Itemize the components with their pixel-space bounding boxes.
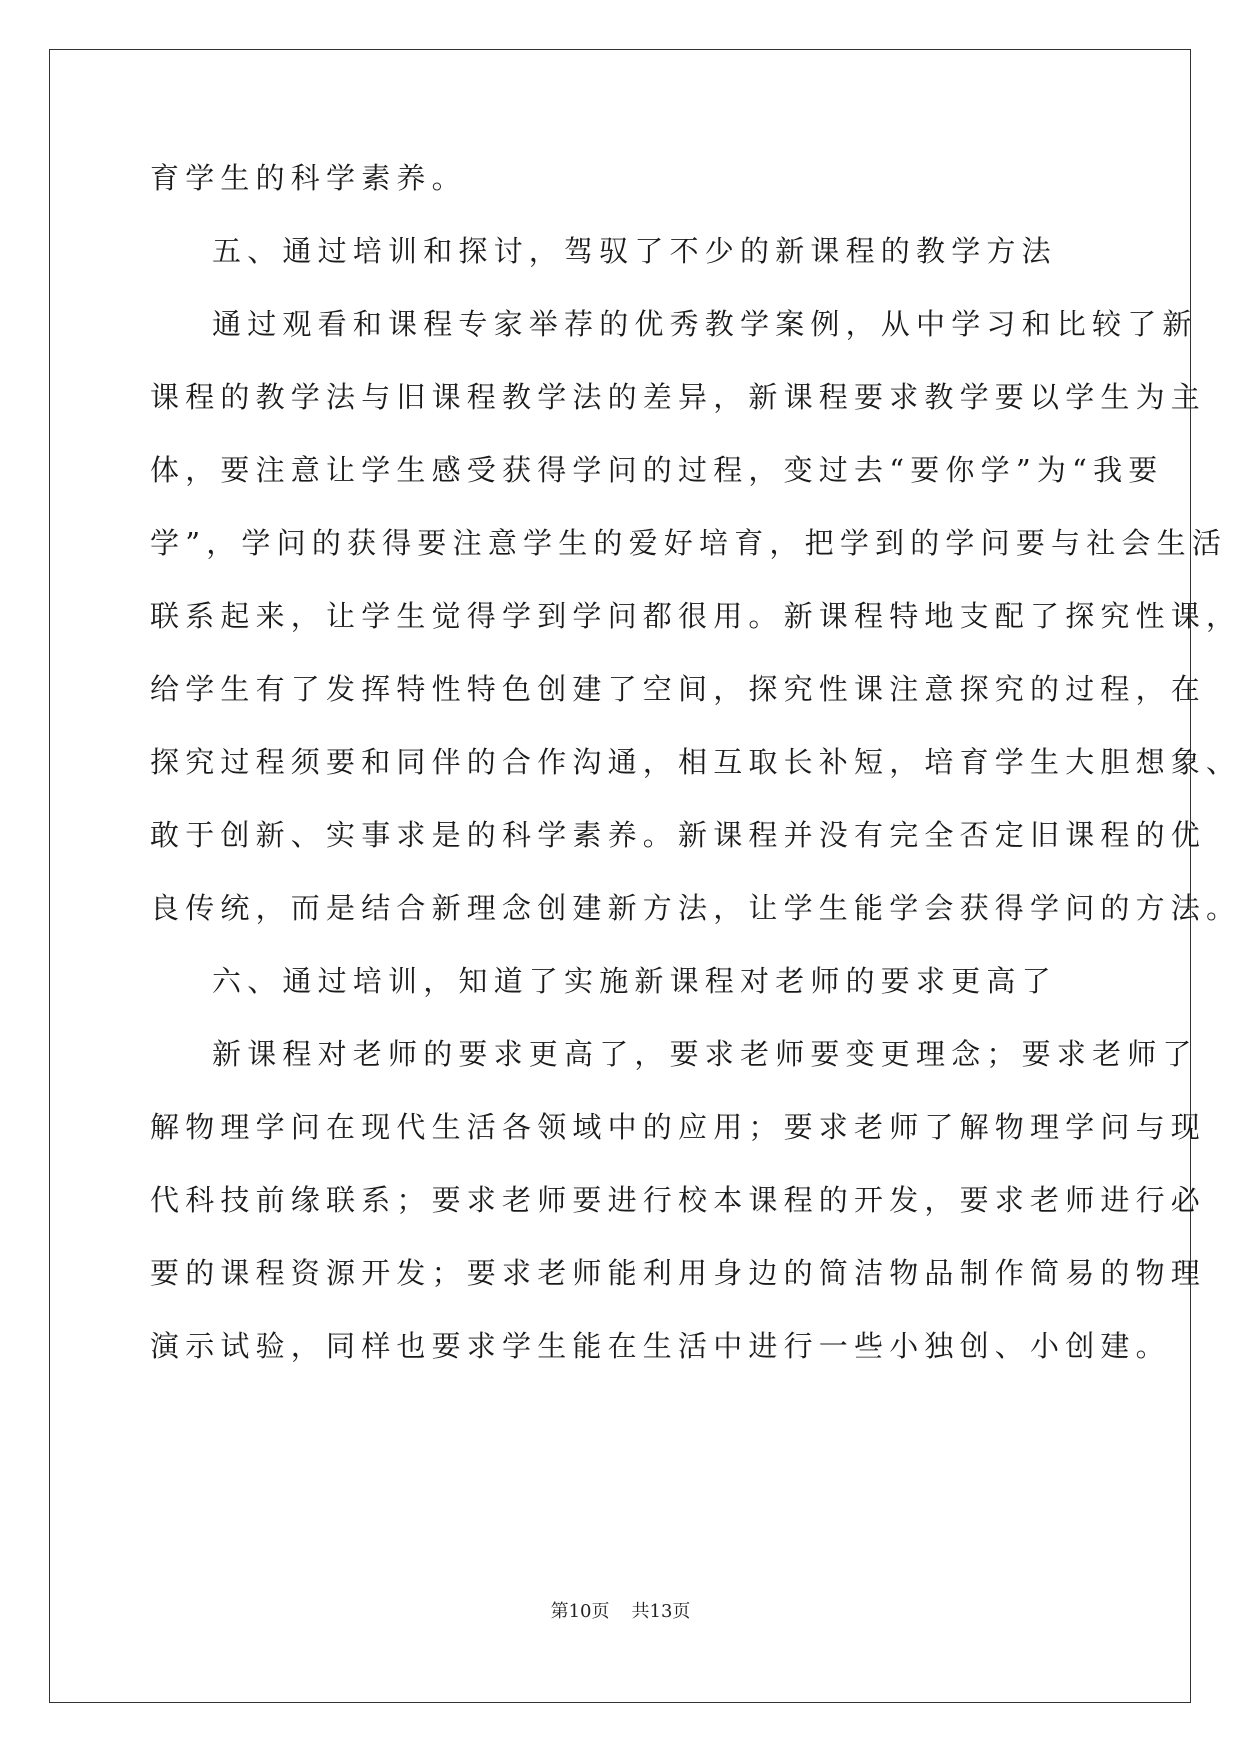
paragraph-line: 代科技前缘联系；要求老师要进行校本课程的开发，要求老师进行必 (150, 1183, 1207, 1217)
paragraph-line: 探究过程须要和同伴的合作沟通，相互取长补短，培育学生大胆想象、 (150, 745, 1241, 779)
section-heading: 六、通过培训，知道了实施新课程对老师的要求更高了 (212, 964, 1057, 998)
paragraph-line: 课程的教学法与旧课程教学法的差异，新课程要求教学要以学生为主 (150, 380, 1207, 414)
paragraph-line: 演示试验，同样也要求学生能在生活中进行一些小独创、小创建。 (150, 1329, 1171, 1363)
paragraph-line: 良传统，而是结合新理念创建新方法，让学生能学会获得学问的方法。 (150, 891, 1241, 925)
paragraph-line: 育学生的科学素养。 (150, 161, 467, 195)
section-heading: 五、通过培训和探讨，驾驭了不少的新课程的教学方法 (212, 234, 1057, 268)
page-border (49, 49, 1191, 1703)
page-footer (0, 1600, 1241, 1624)
paragraph-line: 通过观看和课程专家举荐的优秀教学案例，从中学习和比较了新 (212, 307, 1198, 341)
paragraph-line: 给学生有了发挥特性特色创建了空间，探究性课注意探究的过程，在 (150, 672, 1207, 706)
paragraph-line: 联系起来，让学生觉得学到学问都很用。新课程特地支配了探究性课， (150, 599, 1241, 633)
paragraph-line: 敢于创新、实事求是的科学素养。新课程并没有完全否定旧课程的优 (150, 818, 1207, 852)
paragraph-line: 解物理学问在现代生活各领域中的应用；要求老师了解物理学问与现 (150, 1110, 1207, 1144)
paragraph-line: 学”，学问的获得要注意学生的爱好培育，把学到的学问要与社会生活 (150, 526, 1228, 560)
page-total: 共13页 (631, 1601, 691, 1622)
paragraph-line: 要的课程资源开发；要求老师能利用身边的简洁物品制作简易的物理 (150, 1256, 1207, 1290)
paragraph-line: 新课程对老师的要求更高了，要求老师要变更理念；要求老师了 (212, 1037, 1198, 1071)
paragraph-line: 体，要注意让学生感受获得学问的过程，变过去“要你学”为“我要 (150, 453, 1164, 487)
page-number: 第10页 (550, 1601, 610, 1622)
